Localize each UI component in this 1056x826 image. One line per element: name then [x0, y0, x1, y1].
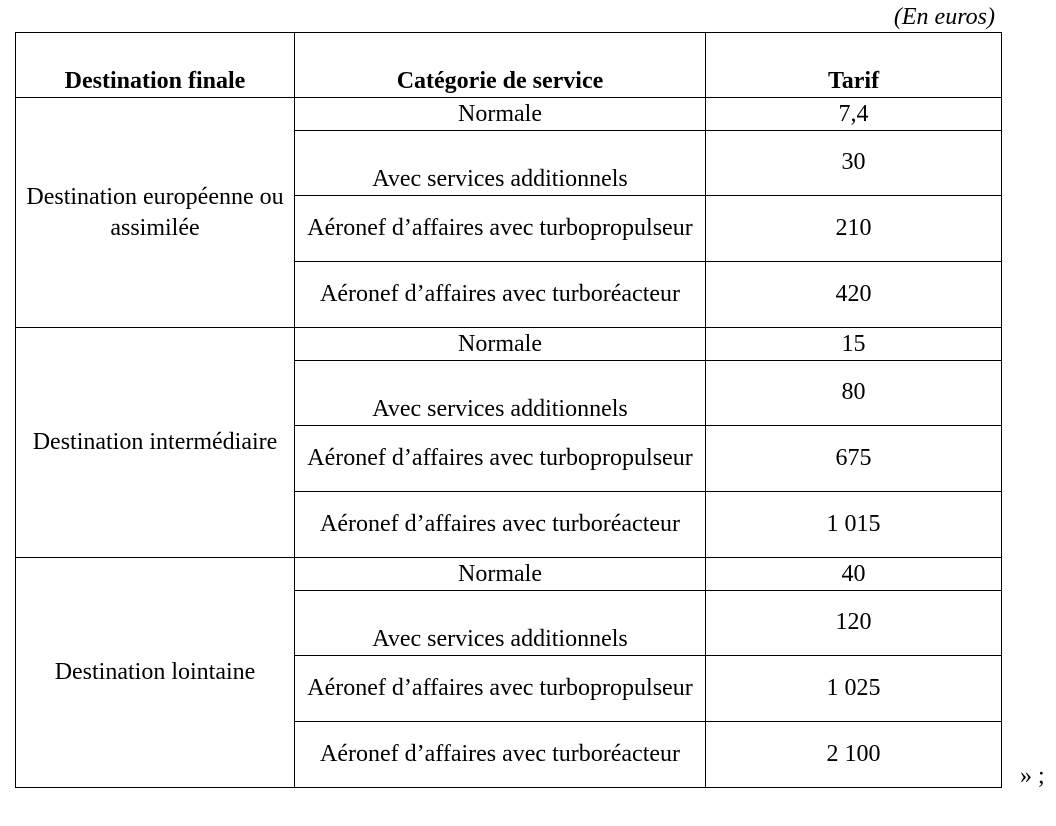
header-destination: Destination finale	[16, 33, 295, 98]
tariff-cell: 40	[706, 558, 1002, 591]
tariff-cell: 420	[706, 262, 1002, 328]
tariff-cell: 80	[706, 361, 1002, 426]
header-tariff: Tarif	[706, 33, 1002, 98]
unit-note: (En euros)	[893, 4, 995, 30]
category-cell: Aéronef d’affaires avec turboréacteur	[295, 262, 706, 328]
category-cell: Avec services additionnels	[295, 361, 706, 426]
category-cell: Aéronef d’affaires avec turboréacteur	[295, 722, 706, 788]
tariff-cell: 30	[706, 131, 1002, 196]
table-header-row	[16, 33, 1002, 98]
destination-cell: Destination lointaine	[16, 558, 295, 788]
tariff-cell: 675	[706, 426, 1002, 492]
tariff-cell: 15	[706, 328, 1002, 361]
header-category: Catégorie de service	[295, 33, 706, 98]
tariff-cell: 2 100	[706, 722, 1002, 788]
table-row	[16, 328, 1002, 361]
closing-quote-mark: » ;	[1020, 763, 1045, 789]
category-cell: Aéronef d’affaires avec turboréacteur	[295, 492, 706, 558]
category-cell: Avec services additionnels	[295, 591, 706, 656]
tariff-cell: 1 015	[706, 492, 1002, 558]
destination-cell: Destination intermédiaire	[16, 328, 295, 558]
tariff-cell: 120	[706, 591, 1002, 656]
category-cell: Avec services additionnels	[295, 131, 706, 196]
category-cell: Aéronef d’affaires avec turbopropulseur	[295, 196, 706, 262]
destination-cell: Destination européenne ou assimilée	[16, 98, 295, 328]
category-cell: Normale	[295, 98, 706, 131]
table-row	[16, 558, 1002, 591]
table-row	[16, 98, 1002, 131]
category-cell: Normale	[295, 558, 706, 591]
category-cell: Aéronef d’affaires avec turbopropulseur	[295, 656, 706, 722]
tariff-cell: 7,4	[706, 98, 1002, 131]
tariff-table	[15, 32, 1002, 788]
tariff-cell: 210	[706, 196, 1002, 262]
category-cell: Aéronef d’affaires avec turbopropulseur	[295, 426, 706, 492]
tariff-cell: 1 025	[706, 656, 1002, 722]
category-cell: Normale	[295, 328, 706, 361]
